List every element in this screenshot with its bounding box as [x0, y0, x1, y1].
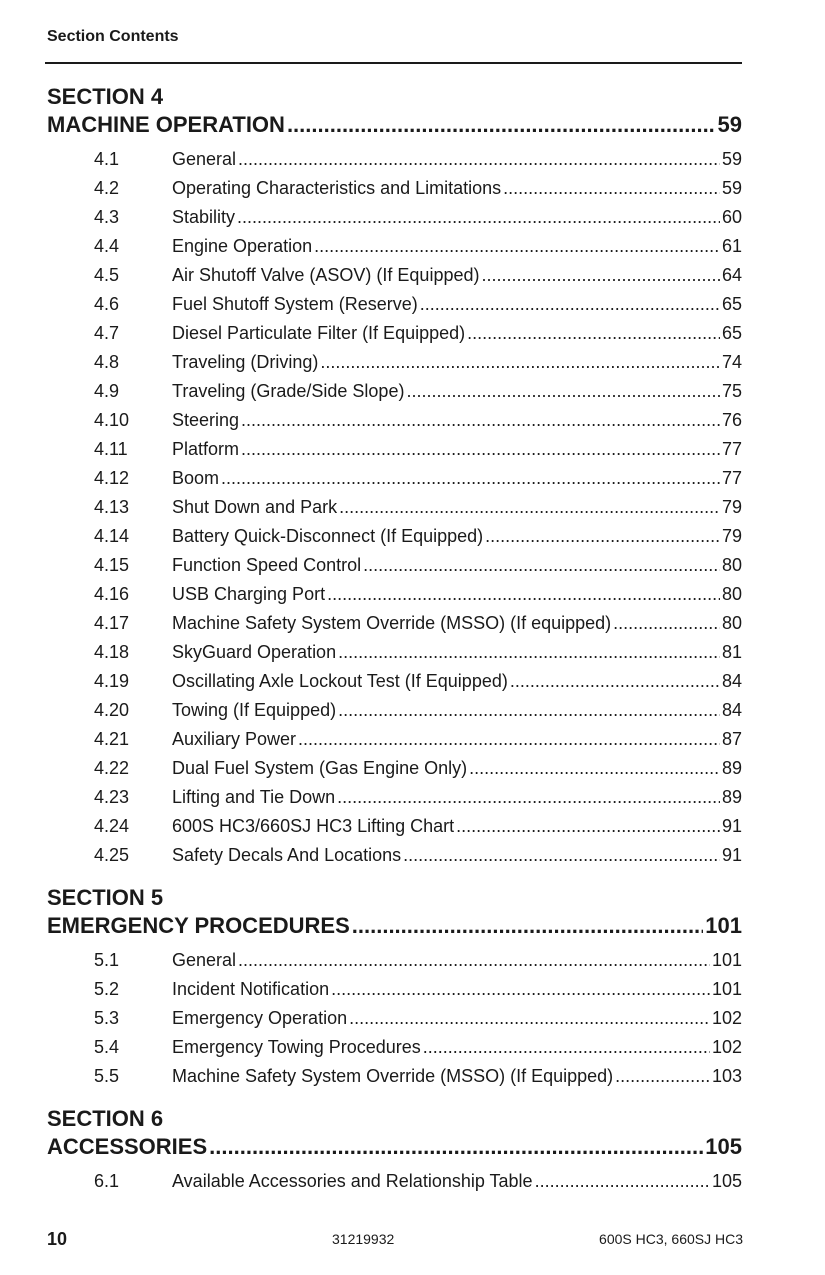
entry-number: 4.13 — [94, 497, 130, 517]
toc-entry[interactable] — [47, 946, 742, 975]
running-header-title: Section Contents — [47, 28, 179, 45]
entry-title: Traveling (Driving) — [172, 352, 319, 372]
entry-title: Shut Down and Park — [172, 497, 338, 517]
entry-title: General — [172, 950, 237, 970]
entry-number: 4.8 — [94, 352, 120, 372]
dot-leader — [237, 203, 720, 232]
toc-entry[interactable] — [47, 841, 742, 870]
entry-title: Air Shutoff Valve (ASOV) (If Equipped) — [172, 265, 480, 285]
entry-title: General — [172, 149, 237, 169]
entry-title: Stability — [172, 207, 236, 227]
entry-number: 4.10 — [94, 410, 130, 430]
entry-number: 5.5 — [94, 1066, 120, 1086]
entry-title: Machine Safety System Override (MSSO) (If Equipped) — [172, 1066, 614, 1086]
entry-title: Machine Safety System Override (MSSO) (If equipped) — [172, 613, 612, 633]
entry-number: 5.4 — [94, 1037, 120, 1057]
dot-leader — [363, 551, 720, 580]
toc-entry-list — [47, 1167, 742, 1196]
toc-entry[interactable] — [47, 261, 742, 290]
toc-entry[interactable] — [47, 580, 742, 609]
dot-leader — [503, 174, 720, 203]
dot-leader — [337, 783, 720, 812]
toc-entry[interactable] — [47, 696, 742, 725]
entry-title: 600S HC3/660SJ HC3 Lifting Chart — [172, 816, 455, 836]
entry-page-number: 81 — [721, 642, 742, 662]
entry-page-number: 102 — [711, 1008, 742, 1028]
toc-entry[interactable] — [47, 1062, 742, 1091]
entry-page-number: 80 — [721, 555, 742, 575]
entry-page-number: 80 — [721, 613, 742, 633]
entry-title: Oscillating Axle Lockout Test (If Equipped) — [172, 671, 508, 691]
section-title-row[interactable] — [47, 912, 742, 940]
dot-leader — [287, 111, 716, 139]
toc-entry[interactable] — [47, 174, 742, 203]
entry-page-number: 76 — [721, 410, 742, 430]
entry-page-number: 77 — [721, 468, 742, 488]
entry-page-number: 79 — [721, 497, 742, 517]
entry-number: 4.17 — [94, 613, 130, 633]
entry-page-number: 91 — [721, 816, 742, 836]
entry-title: Incident Notification — [172, 979, 330, 999]
dot-leader — [467, 319, 720, 348]
dot-leader — [469, 754, 720, 783]
entry-page-number: 60 — [721, 207, 742, 227]
entry-number: 4.19 — [94, 671, 130, 691]
dot-leader — [485, 522, 720, 551]
toc-section — [47, 1105, 742, 1196]
entry-title: Battery Quick-Disconnect (If Equipped) — [172, 526, 484, 546]
entry-page-number: 65 — [721, 323, 742, 343]
entry-number: 5.3 — [94, 1008, 120, 1028]
dot-leader — [327, 580, 720, 609]
entry-number: 5.2 — [94, 979, 120, 999]
entry-number: 4.9 — [94, 381, 120, 401]
entry-number: 4.5 — [94, 265, 120, 285]
toc-entry[interactable] — [47, 145, 742, 174]
entry-number: 4.3 — [94, 207, 120, 227]
entry-page-number: 87 — [721, 729, 742, 749]
entry-number: 5.1 — [94, 950, 120, 970]
dot-leader — [615, 1062, 710, 1091]
entry-number: 4.18 — [94, 642, 130, 662]
dot-leader — [331, 975, 710, 1004]
section-page-number: 101 — [705, 913, 742, 938]
toc-entry[interactable] — [47, 203, 742, 232]
dot-leader — [238, 145, 720, 174]
dot-leader — [456, 812, 720, 841]
entry-number: 4.14 — [94, 526, 130, 546]
toc-entry[interactable] — [47, 348, 742, 377]
entry-number: 4.15 — [94, 555, 130, 575]
entry-number: 4.4 — [94, 236, 120, 256]
dot-leader — [420, 290, 720, 319]
entry-number: 4.20 — [94, 700, 130, 720]
entry-page-number: 101 — [711, 979, 742, 999]
dot-leader — [320, 348, 720, 377]
toc-entry[interactable] — [47, 493, 742, 522]
toc-entry[interactable] — [47, 812, 742, 841]
dot-leader — [535, 1167, 710, 1196]
entry-page-number: 89 — [721, 787, 742, 807]
entry-title: Emergency Towing Procedures — [172, 1037, 421, 1057]
footer-document-number: 31219932 — [332, 1231, 395, 1247]
toc-entry[interactable] — [47, 464, 742, 493]
toc-entry[interactable] — [47, 1167, 742, 1196]
dot-leader — [298, 725, 720, 754]
entry-page-number: 59 — [721, 178, 742, 198]
entry-number: 4.6 — [94, 294, 120, 314]
entry-number: 4.1 — [94, 149, 120, 169]
entry-title: Safety Decals And Locations — [172, 845, 402, 865]
entry-page-number: 79 — [721, 526, 742, 546]
entry-page-number: 89 — [721, 758, 742, 778]
section-title-row[interactable] — [47, 111, 742, 139]
entry-number: 6.1 — [94, 1171, 120, 1191]
entry-page-number: 74 — [721, 352, 742, 372]
entry-number: 4.22 — [94, 758, 130, 778]
toc-entry[interactable] — [47, 638, 742, 667]
dot-leader — [338, 696, 720, 725]
toc-entry[interactable] — [47, 975, 742, 1004]
section-title: MACHINE OPERATION — [47, 112, 285, 137]
entry-page-number: 61 — [721, 236, 742, 256]
toc-entry[interactable] — [47, 232, 742, 261]
table-of-contents — [47, 83, 742, 1210]
entry-page-number: 103 — [711, 1066, 742, 1086]
toc-entry[interactable] — [47, 1004, 742, 1033]
entry-number: 4.25 — [94, 845, 130, 865]
section-page-number: 105 — [705, 1134, 742, 1159]
dot-leader — [238, 946, 710, 975]
dot-leader — [338, 638, 720, 667]
entry-title: Operating Characteristics and Limitations — [172, 178, 502, 198]
entry-title: Platform — [172, 439, 240, 459]
toc-entry[interactable] — [47, 435, 742, 464]
dot-leader — [209, 1133, 703, 1161]
section-title: EMERGENCY PROCEDURES — [47, 913, 350, 938]
entry-title: Fuel Shutoff System (Reserve) — [172, 294, 418, 314]
dot-leader — [510, 667, 720, 696]
entry-title: Steering — [172, 410, 240, 430]
dot-leader — [349, 1004, 710, 1033]
entry-number: 4.11 — [94, 439, 128, 459]
dot-leader — [241, 406, 720, 435]
entry-number: 4.7 — [94, 323, 120, 343]
section-title: ACCESSORIES — [47, 1134, 208, 1159]
entry-title: Towing (If Equipped) — [172, 700, 337, 720]
entry-page-number: 80 — [721, 584, 742, 604]
footer-model-names: 600S HC3, 660SJ HC3 — [599, 1231, 743, 1247]
dot-leader — [339, 493, 720, 522]
section-label: SECTION 6 — [47, 1106, 164, 1131]
toc-entry[interactable] — [47, 1033, 742, 1062]
dot-leader — [423, 1033, 710, 1062]
toc-section — [47, 83, 742, 870]
toc-entry[interactable] — [47, 725, 742, 754]
entry-page-number: 59 — [721, 149, 742, 169]
toc-entry[interactable] — [47, 319, 742, 348]
toc-entry[interactable] — [47, 406, 742, 435]
dot-leader — [403, 841, 720, 870]
section-title-row[interactable] — [47, 1133, 742, 1161]
entry-number: 4.24 — [94, 816, 130, 836]
entry-number: 4.21 — [94, 729, 130, 749]
entry-page-number: 84 — [721, 700, 742, 720]
section-label: SECTION 4 — [47, 84, 164, 109]
entry-number: 4.2 — [94, 178, 120, 198]
entry-page-number: 77 — [721, 439, 742, 459]
entry-title: Auxiliary Power — [172, 729, 297, 749]
entry-title: SkyGuard Operation — [172, 642, 337, 662]
dot-leader — [406, 377, 720, 406]
entry-title: Boom — [172, 468, 220, 488]
header-divider — [45, 62, 742, 64]
dot-leader — [352, 912, 704, 940]
dot-leader — [221, 464, 720, 493]
entry-page-number: 75 — [721, 381, 742, 401]
toc-entry-list — [47, 946, 742, 1091]
entry-number: 4.16 — [94, 584, 130, 604]
dot-leader — [314, 232, 720, 261]
toc-entry[interactable] — [47, 667, 742, 696]
entry-number: 4.23 — [94, 787, 130, 807]
entry-title: Function Speed Control — [172, 555, 362, 575]
toc-entry[interactable] — [47, 290, 742, 319]
entry-title: Available Accessories and Relationship Table — [172, 1171, 533, 1191]
dot-leader — [613, 609, 720, 638]
section-label: SECTION 5 — [47, 885, 164, 910]
section-page-number: 59 — [717, 112, 742, 137]
toc-entry-list — [47, 145, 742, 870]
toc-entry[interactable] — [47, 522, 742, 551]
entry-title: Lifting and Tie Down — [172, 787, 336, 807]
toc-entry[interactable] — [47, 754, 742, 783]
entry-page-number: 91 — [721, 845, 742, 865]
entry-title: Dual Fuel System (Gas Engine Only) — [172, 758, 468, 778]
entry-title: Traveling (Grade/Side Slope) — [172, 381, 405, 401]
entry-number: 4.12 — [94, 468, 130, 488]
dot-leader — [241, 435, 720, 464]
entry-page-number: 84 — [721, 671, 742, 691]
entry-page-number: 65 — [721, 294, 742, 314]
entry-page-number: 105 — [711, 1171, 742, 1191]
toc-entry[interactable] — [47, 377, 742, 406]
footer-page-number: 10 — [47, 1229, 68, 1249]
toc-entry[interactable] — [47, 609, 742, 638]
entry-title: Emergency Operation — [172, 1008, 348, 1028]
entry-title: Diesel Particulate Filter (If Equipped) — [172, 323, 466, 343]
entry-title: Engine Operation — [172, 236, 313, 256]
dot-leader — [481, 261, 719, 290]
toc-entry[interactable] — [47, 783, 742, 812]
entry-page-number: 64 — [721, 265, 742, 285]
entry-title: USB Charging Port — [172, 584, 326, 604]
entry-page-number: 101 — [711, 950, 742, 970]
toc-section — [47, 884, 742, 1091]
toc-entry[interactable] — [47, 551, 742, 580]
entry-page-number: 102 — [711, 1037, 742, 1057]
